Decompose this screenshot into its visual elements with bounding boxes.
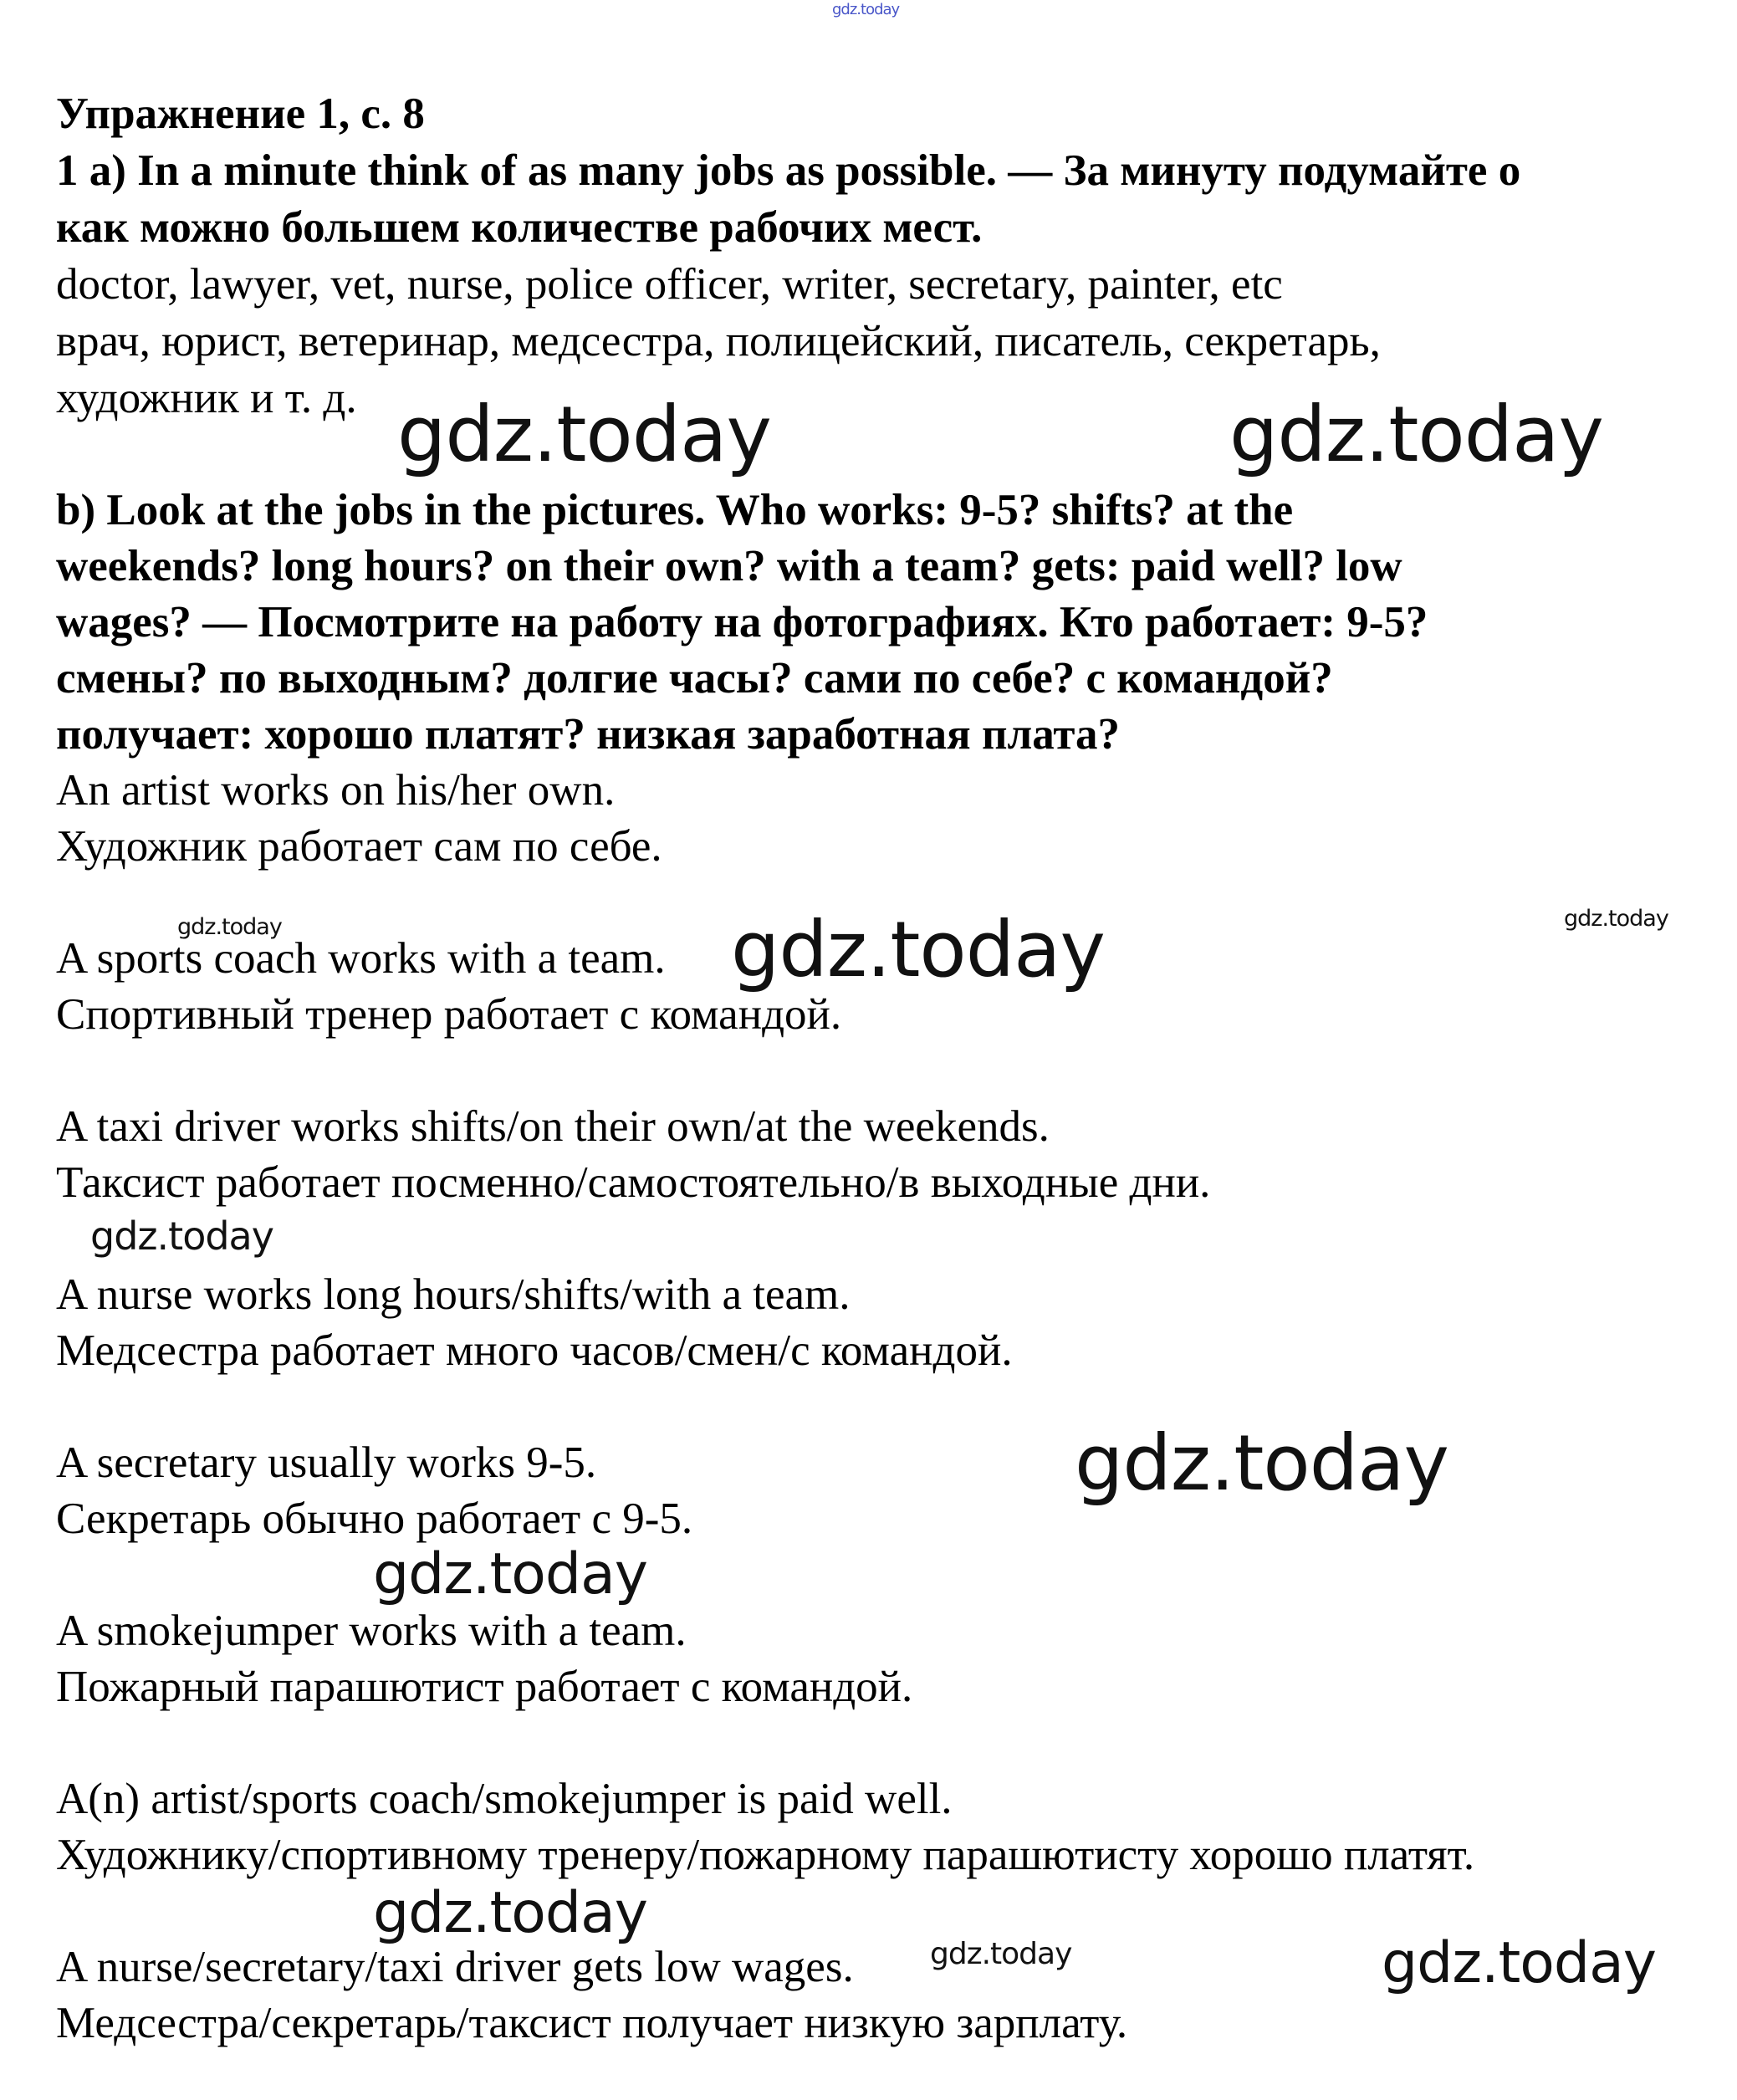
watermark: gdz.today: [1564, 906, 1668, 932]
answer-ru: Секретарь обычно работает с 9-5.: [56, 1495, 693, 1543]
watermark: gdz.today: [90, 1214, 273, 1259]
watermark: gdz.today: [930, 1937, 1072, 1971]
answer-ru: Медсестра/секретарь/таксист получает низкую зарплату.: [56, 1999, 1128, 2047]
watermark: gdz.today: [373, 1880, 647, 1946]
part-b-task-line: смены? по выходным? долгие часы? сами по себе? с командой?: [56, 654, 1333, 703]
watermark: gdz.today: [177, 914, 282, 940]
watermark: gdz.today: [731, 905, 1105, 994]
part-a-task-line-2: как можно большем количестве рабочих мест.: [56, 203, 983, 252]
answer-ru: Пожарный парашютист работает с командой.: [56, 1663, 913, 1711]
watermark: gdz.today: [1229, 390, 1603, 479]
part-a-answer-ru-line-2: художник и т. д.: [56, 374, 357, 422]
answer-ru: Художнику/спортивному тренеру/пожарному парашютисту хорошо платят.: [56, 1831, 1475, 1879]
part-a-answer-en: doctor, lawyer, vet, nurse, police officer, writer, secretary, painter, etc: [56, 260, 1283, 309]
answer-en: An artist works on his/her own.: [56, 766, 616, 815]
part-b-task-line: b) Look at the jobs in the pictures. Who works: 9-5? shifts? at the: [56, 486, 1294, 534]
answer-en: A nurse/secretary/taxi driver gets low wages.: [56, 1943, 854, 1991]
part-b-task-line: получает: хорошо платят? низкая заработная плата?: [56, 710, 1121, 759]
watermark: gdz.today: [397, 390, 771, 479]
answer-en: A taxi driver works shifts/on their own/at the weekends.: [56, 1102, 1050, 1151]
part-a-task-line-1: 1 a) In a minute think of as many jobs as possible. — За минуту подумайте о: [56, 146, 1521, 195]
answer-en: A secretary usually works 9-5.: [56, 1438, 597, 1487]
answer-en: A smokejumper works with a team.: [56, 1607, 687, 1655]
watermark: gdz.today: [373, 1541, 647, 1607]
answer-ru: Художник работает сам по себе.: [56, 822, 662, 871]
answer-en: A nurse works long hours/shifts/with a team.: [56, 1270, 851, 1319]
part-b-task-line: weekends? long hours? on their own? with a team? gets: paid well? low: [56, 542, 1402, 590]
answer-ru: Спортивный тренер работает с командой.: [56, 990, 842, 1039]
part-a-answer-ru-line-1: врач, юрист, ветеринар, медсестра, полицейский, писатель, секретарь,: [56, 317, 1381, 365]
answer-ru: Таксист работает посменно/самостоятельно/в выходные дни.: [56, 1158, 1211, 1207]
answer-en: A(n) artist/sports coach/smokejumper is paid well.: [56, 1775, 953, 1823]
header-watermark: gdz.today: [832, 1, 900, 18]
watermark: gdz.today: [1382, 1930, 1656, 1996]
answer-ru: Медсестра работает много часов/смен/с командой.: [56, 1326, 1013, 1375]
watermark: gdz.today: [1075, 1418, 1448, 1508]
exercise-title: Упражнение 1, с. 8: [56, 89, 425, 138]
answer-en: A sports coach works with a team.: [56, 934, 666, 983]
part-b-task-line: wages? — Посмотрите на работу на фотографиях. Кто работает: 9-5?: [56, 598, 1428, 646]
